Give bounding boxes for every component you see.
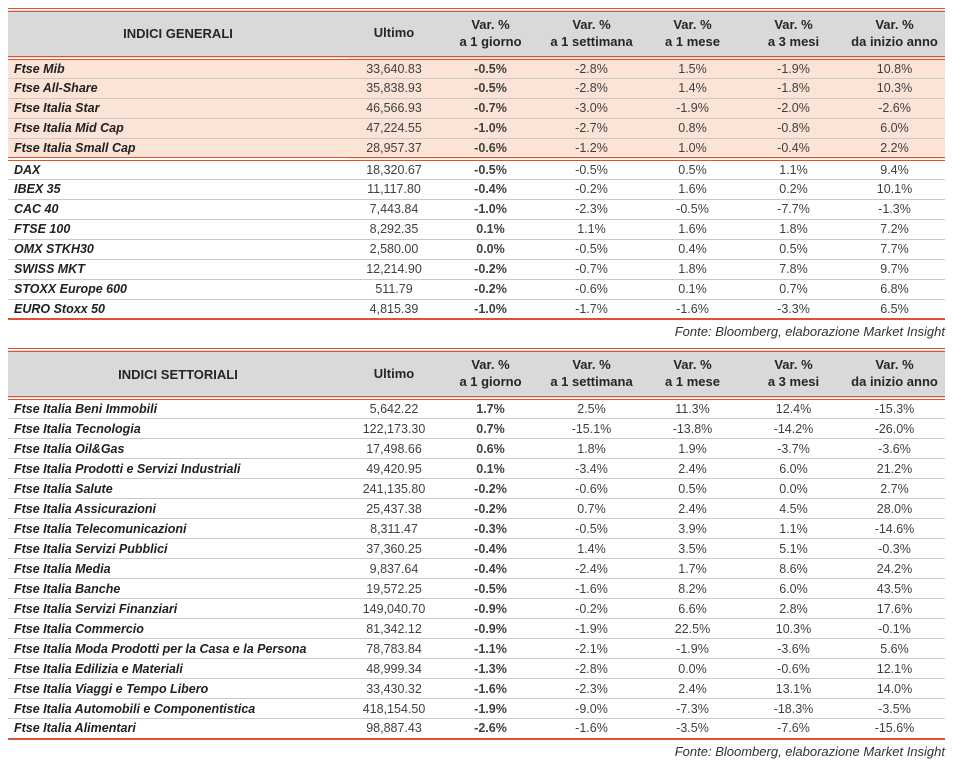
var-percent-value: -1.6%	[642, 299, 743, 319]
ultimo-value: 49,420.95	[348, 459, 440, 479]
var-percent-value: 8.6%	[743, 559, 844, 579]
var-percent-value: -15.6%	[844, 719, 945, 739]
ultimo-value: 8,292.35	[348, 219, 440, 239]
index-name: Ftse Italia Oil&Gas	[8, 439, 348, 459]
column-label-top: Var. %	[875, 17, 914, 32]
var-percent-value: 0.7%	[541, 499, 642, 519]
var-percent-value: -3.5%	[844, 699, 945, 719]
var-percent-value: -2.3%	[541, 679, 642, 699]
table-title: INDICI GENERALI	[8, 10, 348, 58]
var-percent-value: 2.8%	[743, 599, 844, 619]
column-label-bottom: a 1 settimana	[550, 33, 633, 49]
column-header-var-1-settimana	[541, 10, 642, 58]
var-percent-value: 1.0%	[642, 138, 743, 159]
var-percent-value: 0.6%	[440, 439, 541, 459]
var-percent-value: 10.3%	[844, 78, 945, 98]
var-percent-value: 10.1%	[844, 179, 945, 199]
index-name: Ftse Italia Viaggi e Tempo Libero	[8, 679, 348, 699]
var-percent-value: -2.3%	[541, 199, 642, 219]
var-percent-value: 10.3%	[743, 619, 844, 639]
var-percent-value: -0.3%	[440, 519, 541, 539]
table-row	[8, 699, 945, 719]
var-percent-value: 0.1%	[642, 279, 743, 299]
column-header-var-inizio-anno	[844, 10, 945, 58]
ultimo-value: 37,360.25	[348, 539, 440, 559]
var-percent-value: -1.0%	[440, 118, 541, 138]
ultimo-value: 122,173.30	[348, 419, 440, 439]
table-row	[8, 419, 945, 439]
var-percent-value: -14.2%	[743, 419, 844, 439]
table-row	[8, 219, 945, 239]
var-percent-value: 14.0%	[844, 679, 945, 699]
index-name: Ftse Mib	[8, 58, 348, 79]
ultimo-value: 35,838.93	[348, 78, 440, 98]
index-name: Ftse Italia Commercio	[8, 619, 348, 639]
var-percent-value: -0.2%	[541, 599, 642, 619]
indici-generali-body	[8, 58, 945, 320]
var-percent-value: 6.8%	[844, 279, 945, 299]
var-percent-value: -0.5%	[541, 159, 642, 180]
ultimo-value: 19,572.25	[348, 579, 440, 599]
index-name: Ftse All-Share	[8, 78, 348, 98]
ultimo-value: 8,311.47	[348, 519, 440, 539]
ultimo-value: 28,957.37	[348, 138, 440, 159]
var-percent-value: 1.4%	[642, 78, 743, 98]
index-name: Ftse Italia Servizi Pubblici	[8, 539, 348, 559]
var-percent-value: -0.5%	[440, 579, 541, 599]
var-percent-value: -2.6%	[440, 719, 541, 739]
var-percent-value: -15.3%	[844, 398, 945, 419]
column-label: Ultimo	[373, 365, 415, 381]
column-label-top: Var. %	[875, 357, 914, 373]
var-percent-value: -0.2%	[440, 479, 541, 499]
ultimo-value: 511.79	[348, 279, 440, 299]
column-label-bottom: a 1 giorno	[459, 374, 522, 390]
var-percent-value: 6.0%	[743, 459, 844, 479]
table-row	[8, 639, 945, 659]
ultimo-value: 48,999.34	[348, 659, 440, 679]
index-name: Ftse Italia Alimentari	[8, 719, 348, 739]
var-percent-value: -15.1%	[541, 419, 642, 439]
var-percent-value: 6.6%	[642, 599, 743, 619]
var-percent-value: 21.2%	[844, 459, 945, 479]
var-percent-value: 1.9%	[642, 439, 743, 459]
var-percent-value: -7.7%	[743, 199, 844, 219]
var-percent-value: 2.7%	[844, 479, 945, 499]
var-percent-value: -3.0%	[541, 98, 642, 118]
var-percent-value: 1.4%	[541, 539, 642, 559]
var-percent-value: -0.2%	[440, 499, 541, 519]
var-percent-value: -9.0%	[541, 699, 642, 719]
column-label-bottom: a 3 mesi	[767, 374, 820, 390]
var-percent-value: -1.0%	[440, 199, 541, 219]
index-name: Ftse Italia Media	[8, 559, 348, 579]
table-row	[8, 279, 945, 299]
var-percent-value: 0.7%	[743, 279, 844, 299]
index-name: IBEX 35	[8, 179, 348, 199]
var-percent-value: -1.0%	[440, 299, 541, 319]
var-percent-value: -0.4%	[440, 179, 541, 199]
var-percent-value: 43.5%	[844, 579, 945, 599]
column-header-ultimo	[348, 350, 440, 398]
var-percent-value: -1.2%	[541, 138, 642, 159]
var-percent-value: -0.7%	[541, 259, 642, 279]
var-percent-value: -3.4%	[541, 459, 642, 479]
table-row	[8, 559, 945, 579]
var-percent-value: 11.3%	[642, 398, 743, 419]
index-name: Ftse Italia Edilizia e Materiali	[8, 659, 348, 679]
var-percent-value: -0.6%	[541, 479, 642, 499]
var-percent-value: -0.2%	[440, 279, 541, 299]
var-percent-value: 5.6%	[844, 639, 945, 659]
ultimo-value: 149,040.70	[348, 599, 440, 619]
column-label-top: Var. %	[774, 17, 813, 32]
var-percent-value: -0.4%	[440, 559, 541, 579]
ultimo-value: 11,117.80	[348, 179, 440, 199]
ultimo-value: 7,443.84	[348, 199, 440, 219]
var-percent-value: -1.1%	[440, 639, 541, 659]
header-row	[8, 350, 945, 398]
var-percent-value: -2.8%	[541, 659, 642, 679]
var-percent-value: 0.8%	[642, 118, 743, 138]
index-name: Ftse Italia Small Cap	[8, 138, 348, 159]
ultimo-value: 2,580.00	[348, 239, 440, 259]
column-header-var-inizio-anno	[844, 350, 945, 398]
column-label-top: Var. %	[471, 17, 510, 32]
var-percent-value: -1.3%	[844, 199, 945, 219]
index-name: Ftse Italia Prodotti e Servizi Industriali	[8, 459, 348, 479]
index-name: SWISS MKT	[8, 259, 348, 279]
index-name: CAC 40	[8, 199, 348, 219]
var-percent-value: 3.5%	[642, 539, 743, 559]
table-row	[8, 118, 945, 138]
var-percent-value: -14.6%	[844, 519, 945, 539]
table-row	[8, 619, 945, 639]
var-percent-value: -1.6%	[541, 579, 642, 599]
var-percent-value: 0.5%	[642, 159, 743, 180]
var-percent-value: 6.0%	[743, 579, 844, 599]
column-label-top: Var. %	[673, 17, 712, 32]
var-percent-value: -0.4%	[743, 138, 844, 159]
column-header-var-3-mesi	[743, 10, 844, 58]
var-percent-value: -1.3%	[440, 659, 541, 679]
var-percent-value: -13.8%	[642, 419, 743, 439]
var-percent-value: 7.2%	[844, 219, 945, 239]
var-percent-value: 1.1%	[541, 219, 642, 239]
table-row	[8, 78, 945, 98]
column-label-bottom: da inizio anno	[851, 374, 938, 390]
var-percent-value: -1.9%	[440, 699, 541, 719]
var-percent-value: 0.5%	[743, 239, 844, 259]
var-percent-value: 0.4%	[642, 239, 743, 259]
ultimo-value: 241,135.80	[348, 479, 440, 499]
var-percent-value: 24.2%	[844, 559, 945, 579]
var-percent-value: 28.0%	[844, 499, 945, 519]
table-row	[8, 199, 945, 219]
var-percent-value: -0.5%	[642, 199, 743, 219]
var-percent-value: 1.8%	[743, 219, 844, 239]
var-percent-value: -0.8%	[743, 118, 844, 138]
var-percent-value: 1.5%	[642, 58, 743, 79]
index-name: Ftse Italia Assicurazioni	[8, 499, 348, 519]
column-header-var-1-mese	[642, 350, 743, 398]
var-percent-value: 0.0%	[440, 239, 541, 259]
var-percent-value: -0.2%	[440, 259, 541, 279]
var-percent-value: 1.1%	[743, 519, 844, 539]
var-percent-value: -0.7%	[440, 98, 541, 118]
table-row	[8, 299, 945, 319]
var-percent-value: 1.8%	[642, 259, 743, 279]
var-percent-value: 0.1%	[440, 459, 541, 479]
column-header-var-3-mesi	[743, 350, 844, 398]
var-percent-value: -0.6%	[743, 659, 844, 679]
var-percent-value: 2.2%	[844, 138, 945, 159]
column-header-var-1-giorno	[440, 10, 541, 58]
var-percent-value: 0.0%	[743, 479, 844, 499]
ultimo-value: 418,154.50	[348, 699, 440, 719]
table-row	[8, 398, 945, 419]
var-percent-value: -0.5%	[440, 58, 541, 79]
var-percent-value: 22.5%	[642, 619, 743, 639]
var-percent-value: -0.2%	[541, 179, 642, 199]
var-percent-value: 0.5%	[642, 479, 743, 499]
table-row	[8, 659, 945, 679]
var-percent-value: 0.1%	[440, 219, 541, 239]
var-percent-value: 2.4%	[642, 459, 743, 479]
table-row	[8, 159, 945, 180]
indici-generali-table	[8, 8, 945, 320]
var-percent-value: 4.5%	[743, 499, 844, 519]
source-note: Fonte: Bloomberg, elaborazione Market Insight	[674, 743, 945, 759]
var-percent-value: 0.7%	[440, 419, 541, 439]
var-percent-value: -2.1%	[541, 639, 642, 659]
column-label-bottom: a 1 giorno	[459, 33, 522, 49]
table-row	[8, 259, 945, 279]
var-percent-value: 7.8%	[743, 259, 844, 279]
var-percent-value: 3.9%	[642, 519, 743, 539]
table-title: INDICI SETTORIALI	[8, 350, 348, 398]
table-row	[8, 58, 945, 79]
var-percent-value: -0.5%	[440, 159, 541, 180]
var-percent-value: -0.5%	[541, 519, 642, 539]
column-label-bottom: a 1 mese	[665, 33, 720, 49]
index-name: Ftse Italia Automobili e Componentistica	[8, 699, 348, 719]
var-percent-value: -3.3%	[743, 299, 844, 319]
var-percent-value: 2.5%	[541, 398, 642, 419]
table-row	[8, 138, 945, 159]
ultimo-value: 78,783.84	[348, 639, 440, 659]
var-percent-value: -3.5%	[642, 719, 743, 739]
var-percent-value: -1.9%	[743, 58, 844, 79]
index-name: FTSE 100	[8, 219, 348, 239]
var-percent-value: -0.5%	[541, 239, 642, 259]
table-row	[8, 539, 945, 559]
column-label-top: Var. %	[572, 357, 611, 373]
var-percent-value: 12.4%	[743, 398, 844, 419]
indici-settoriali-table	[8, 348, 945, 739]
var-percent-value: -2.8%	[541, 58, 642, 79]
var-percent-value: 1.6%	[642, 219, 743, 239]
ultimo-value: 9,837.64	[348, 559, 440, 579]
var-percent-value: -18.3%	[743, 699, 844, 719]
table-row	[8, 579, 945, 599]
ultimo-value: 18,320.67	[348, 159, 440, 180]
var-percent-value: 12.1%	[844, 659, 945, 679]
index-name: Ftse Italia Star	[8, 98, 348, 118]
ultimo-value: 46,566.93	[348, 98, 440, 118]
var-percent-value: 17.6%	[844, 599, 945, 619]
var-percent-value: -1.9%	[642, 639, 743, 659]
header-row	[8, 10, 945, 58]
column-label: Ultimo	[373, 25, 415, 41]
column-header-var-1-settimana	[541, 350, 642, 398]
table-row	[8, 239, 945, 259]
var-percent-value: -7.6%	[743, 719, 844, 739]
var-percent-value: 2.4%	[642, 499, 743, 519]
table-row	[8, 439, 945, 459]
var-percent-value: -0.9%	[440, 599, 541, 619]
var-percent-value: -1.9%	[642, 98, 743, 118]
var-percent-value: 1.1%	[743, 159, 844, 180]
table-row	[8, 719, 945, 739]
var-percent-value: 1.8%	[541, 439, 642, 459]
ultimo-value: 5,642.22	[348, 398, 440, 419]
var-percent-value: -0.4%	[440, 539, 541, 559]
var-percent-value: -0.5%	[440, 78, 541, 98]
var-percent-value: 13.1%	[743, 679, 844, 699]
column-label-bottom: a 1 settimana	[550, 374, 633, 390]
ultimo-value: 81,342.12	[348, 619, 440, 639]
column-label-bottom: a 3 mesi	[767, 33, 820, 49]
ultimo-value: 33,640.83	[348, 58, 440, 79]
var-percent-value: 0.0%	[642, 659, 743, 679]
var-percent-value: -2.0%	[743, 98, 844, 118]
indici-settoriali-body	[8, 398, 945, 739]
index-name: STOXX Europe 600	[8, 279, 348, 299]
ultimo-value: 98,887.43	[348, 719, 440, 739]
index-name: DAX	[8, 159, 348, 180]
table-row	[8, 459, 945, 479]
var-percent-value: -2.6%	[844, 98, 945, 118]
var-percent-value: -1.9%	[541, 619, 642, 639]
column-header-var-1-giorno	[440, 350, 541, 398]
var-percent-value: 10.8%	[844, 58, 945, 79]
index-name: OMX STKH30	[8, 239, 348, 259]
var-percent-value: -0.9%	[440, 619, 541, 639]
column-label-top: Var. %	[774, 357, 813, 373]
var-percent-value: -0.1%	[844, 619, 945, 639]
table-row	[8, 98, 945, 118]
var-percent-value: -26.0%	[844, 419, 945, 439]
table-row	[8, 599, 945, 619]
var-percent-value: 0.2%	[743, 179, 844, 199]
var-percent-value: 1.6%	[642, 179, 743, 199]
index-name: Ftse Italia Beni Immobili	[8, 398, 348, 419]
var-percent-value: -3.7%	[743, 439, 844, 459]
table-row	[8, 179, 945, 199]
source-note: Fonte: Bloomberg, elaborazione Market Insight	[674, 324, 945, 340]
var-percent-value: -0.6%	[541, 279, 642, 299]
ultimo-value: 47,224.55	[348, 118, 440, 138]
var-percent-value: -1.6%	[541, 719, 642, 739]
var-percent-value: 2.4%	[642, 679, 743, 699]
var-percent-value: 8.2%	[642, 579, 743, 599]
var-percent-value: 9.7%	[844, 259, 945, 279]
var-percent-value: -0.3%	[844, 539, 945, 559]
var-percent-value: 7.7%	[844, 239, 945, 259]
index-name: Ftse Italia Servizi Finanziari	[8, 599, 348, 619]
column-header-ultimo	[348, 10, 440, 58]
index-name: Ftse Italia Banche	[8, 579, 348, 599]
var-percent-value: 5.1%	[743, 539, 844, 559]
var-percent-value: -2.8%	[541, 78, 642, 98]
var-percent-value: -7.3%	[642, 699, 743, 719]
ultimo-value: 25,437.38	[348, 499, 440, 519]
index-name: Ftse Italia Moda Prodotti per la Casa e la Persona	[8, 639, 348, 659]
var-percent-value: 1.7%	[642, 559, 743, 579]
table-row	[8, 499, 945, 519]
ultimo-value: 12,214.90	[348, 259, 440, 279]
ultimo-value: 4,815.39	[348, 299, 440, 319]
var-percent-value: -1.6%	[440, 679, 541, 699]
index-name: Ftse Italia Mid Cap	[8, 118, 348, 138]
var-percent-value: -0.6%	[440, 138, 541, 159]
column-label-bottom: a 1 mese	[665, 374, 720, 390]
index-name: Ftse Italia Telecomunicazioni	[8, 519, 348, 539]
column-label-top: Var. %	[572, 17, 611, 32]
var-percent-value: 9.4%	[844, 159, 945, 180]
column-header-var-1-mese	[642, 10, 743, 58]
var-percent-value: -3.6%	[743, 639, 844, 659]
column-label-top: Var. %	[673, 357, 712, 373]
var-percent-value: -1.8%	[743, 78, 844, 98]
var-percent-value: -1.7%	[541, 299, 642, 319]
var-percent-value: 6.5%	[844, 299, 945, 319]
column-label-top: Var. %	[471, 357, 510, 373]
var-percent-value: -2.7%	[541, 118, 642, 138]
table-row	[8, 679, 945, 699]
table-row	[8, 519, 945, 539]
ultimo-value: 17,498.66	[348, 439, 440, 459]
column-label-bottom: da inizio anno	[851, 33, 938, 49]
var-percent-value: 6.0%	[844, 118, 945, 138]
table-row	[8, 479, 945, 499]
index-name: Ftse Italia Salute	[8, 479, 348, 499]
var-percent-value: -2.4%	[541, 559, 642, 579]
index-name: EURO Stoxx 50	[8, 299, 348, 319]
index-name: Ftse Italia Tecnologia	[8, 419, 348, 439]
var-percent-value: -3.6%	[844, 439, 945, 459]
ultimo-value: 33,430.32	[348, 679, 440, 699]
var-percent-value: 1.7%	[440, 398, 541, 419]
